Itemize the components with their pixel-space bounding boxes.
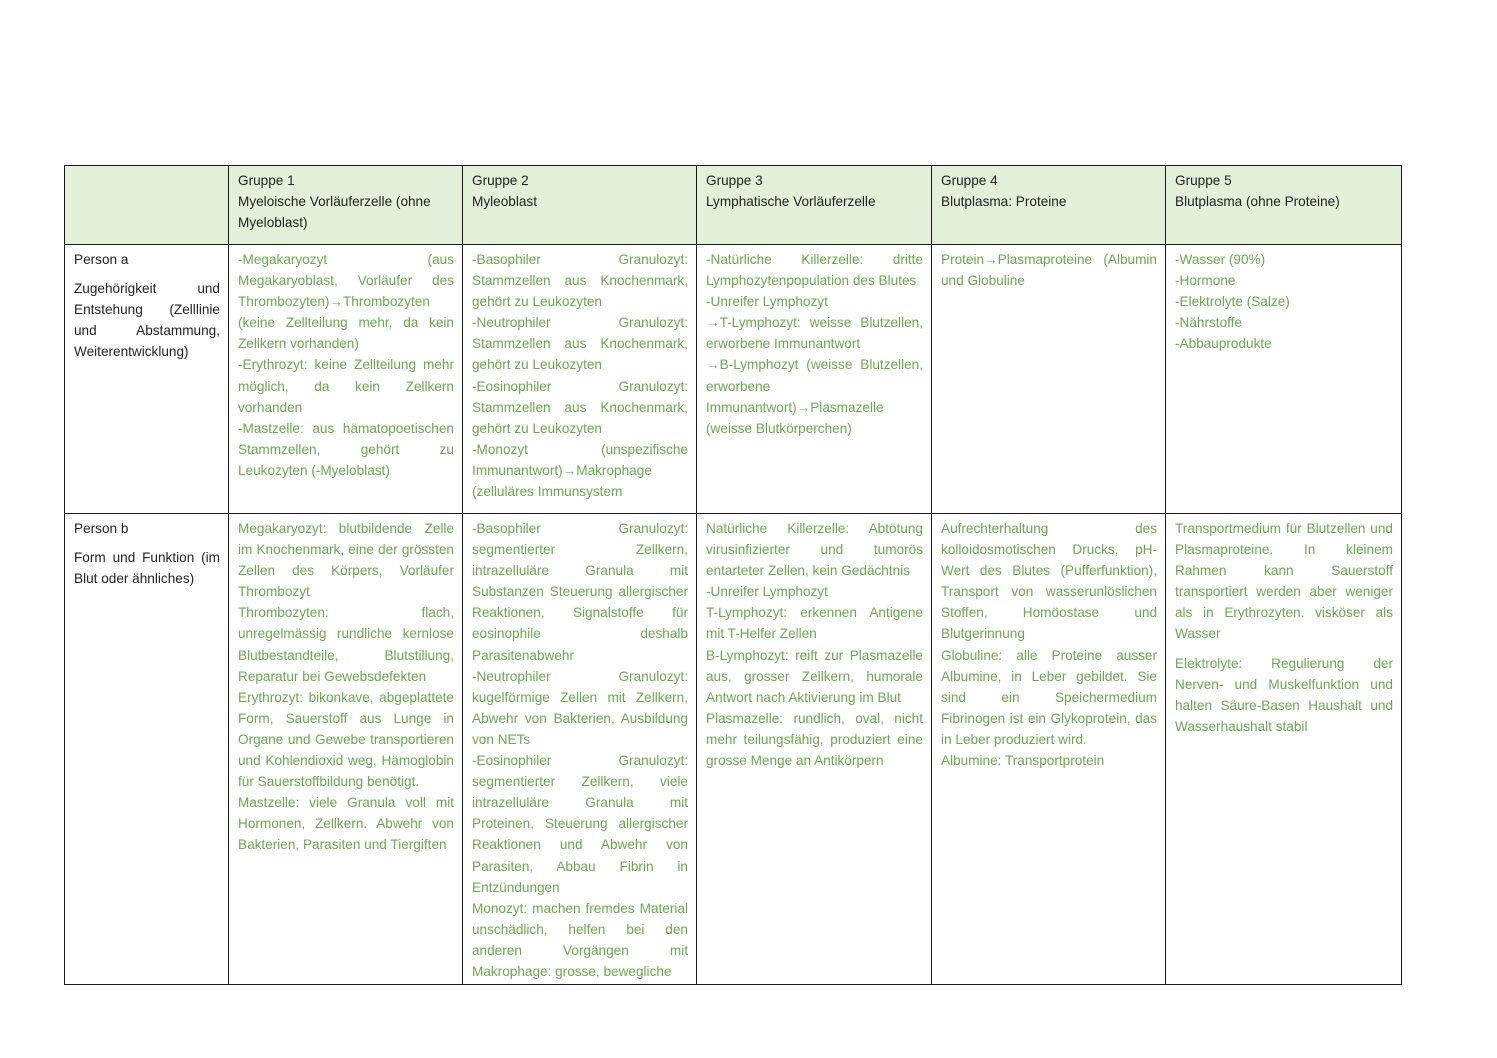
header-cell-gruppe-3 <box>697 166 932 245</box>
cell-paragraph: -Eosinophiler Granulozyt: Stammzellen aus Knochenmark, gehört zu Leukozyten <box>472 378 688 436</box>
cell-paragraph: -Eosinophiler Granulozyt: segmentierter Zellkern, viele intrazelluläre Granula mit Proteinen, Steuerung allergischer Reaktionen und Abwehr von Parasiten, Abbau Fibrin in Entzündungen <box>472 753 688 895</box>
group-title: Myleoblast <box>472 194 537 210</box>
cell-paragraph: Erythrozyt: bikonkave, abgeplattete Form, Sauerstoff aus Lunge in Organe und Gewebe transportieren und Kohlendioxid weg, Hämoglobin für Sauerstoffbildung benötigt. <box>238 689 454 790</box>
table-row-person-a <box>65 245 1402 514</box>
cell-paragraph: -Basophiler Granulozyt: segmentierter Zellkern, intrazelluläre Granula mit Substanzen Steuerung allergischer Reaktionen, Signalstoffe für eosinophile deshalb Parasitenabwehr <box>472 521 688 663</box>
cell-paragraph: Albumine: Transportprotein <box>941 753 1105 769</box>
header-row <box>65 166 1402 245</box>
content-cell-gruppe-1 <box>229 245 463 514</box>
group-title: Blutplasma: Proteine <box>941 194 1067 210</box>
cell-paragraph: Aufrechterhaltung des kolloidosmotischen Drucks, pH-Wert des Blutes (Pufferfunktion), Transport von wasserunlöslichen Stoffen, Homöostase und Blutgerinnung <box>941 521 1157 642</box>
row-label-cell <box>65 514 229 985</box>
cell-paragraph: -Hormone <box>1175 273 1236 289</box>
header-cell-gruppe-4 <box>932 166 1166 245</box>
content-cell-gruppe-3 <box>697 245 932 514</box>
content-cell-gruppe-5 <box>1166 514 1402 985</box>
cell-paragraph: Megakaryozyt: blutbildende Zelle im Knochenmark, eine der grössten Zellen des Körpers, Vorläufer Thrombozyt <box>238 521 454 600</box>
cell-paragraph: -Basophiler Granulozyt: Stammzellen aus Knochenmark, gehört zu Leukozyten <box>472 252 688 310</box>
group-label: Gruppe 5 <box>1175 173 1232 188</box>
cell-paragraph: →B-Lymphozyt (weisse Blutzellen, erworbene Immunantwort)→Plasmazelle (weisse Blutkörperchen) <box>706 357 923 436</box>
cell-paragraph: -Natürliche Killerzelle: dritte Lymphozytenpopulation des Blutes <box>706 252 923 289</box>
group-label: Gruppe 3 <box>706 173 763 188</box>
cell-paragraph: Thrombozyten: flach, unregelmässig rundliche kernlose Blutbestandteile, Blutstillung, Reparatur bei Gewebsdefekten <box>238 605 454 684</box>
group-label: Gruppe 2 <box>472 173 529 188</box>
group-title: Myeloische Vorläuferzelle (ohne Myeloblast) <box>238 194 431 231</box>
cell-paragraph: -Neutrophiler Granulozyt: Stammzellen aus Knochenmark, gehört zu Leukozyten <box>472 315 688 373</box>
content-cell-gruppe-2 <box>463 514 697 985</box>
cell-paragraph: -Wasser (90%) <box>1175 252 1266 267</box>
topic-label: Form und Funktion (im Blut oder ähnliches) <box>74 550 220 587</box>
cell-paragraph: -Monozyt (unspezifische Immunantwort)→Makrophage (zelluläres Immunsystem <box>472 441 688 500</box>
group-title: Blutplasma (ohne Proteine) <box>1175 194 1340 210</box>
cell-paragraph: Mastzelle: viele Granula voll mit Hormonen, Zellkern. Abwehr von Bakterien, Parasiten und Tiergiften <box>238 795 454 853</box>
cell-paragraph: -Elektrolyte (Salze) <box>1175 294 1290 310</box>
cell-paragraph: →T-Lymphozyt: weisse Blutzellen, erworbene Immunantwort <box>706 315 923 352</box>
person-label: Person b <box>74 521 129 536</box>
row-label-cell <box>65 245 229 514</box>
content-cell-gruppe-3 <box>697 514 932 985</box>
content-cell-gruppe-4 <box>932 245 1166 514</box>
cell-paragraph: -Mastzelle: aus hämatopoetischen Stammzellen, gehört zu Leukozyten (-Myeloblast) <box>238 420 454 478</box>
cell-paragraph: Plasmazelle: rundlich, oval, nicht mehr teilungsfähig, produziert eine grosse Menge an Antikörpern <box>706 710 923 769</box>
person-label: Person a <box>74 252 129 267</box>
cell-paragraph: T-Lymphozyt: erkennen Antigene mit T-Helfer Zellen <box>706 605 923 642</box>
cell-paragraph: -Unreifer Lymphozyt <box>706 294 828 310</box>
header-cell-gruppe-2 <box>463 166 697 245</box>
cell-paragraph: Transportmedium für Blutzellen und Plasmaproteine. In kleinem Rahmen kann Sauerstoff transportiert werden aber weniger als in Erythrozyten. visköser als Wasser <box>1175 521 1393 642</box>
data-table <box>64 165 1402 985</box>
cell-paragraph: -Abbauprodukte <box>1175 336 1272 352</box>
cell-paragraph: Protein→Plasmaproteine (Albumin und Globuline <box>941 252 1157 289</box>
content-cell-gruppe-2 <box>463 245 697 514</box>
group-label: Gruppe 1 <box>238 173 295 188</box>
header-cell-gruppe-5 <box>1166 166 1402 245</box>
cell-paragraph: Globuline: alle Proteine ausser Albumine, in Leber gebildet. Sie sind ein Speichermedium Fibrinogen ist ein Glykoprotein, das in Leber produziert wird. <box>941 647 1157 747</box>
topic-label: Zugehörigkeit und Entstehung (Zelllinie und Abstammung, Weiterentwicklung) <box>74 281 220 360</box>
content-cell-gruppe-5 <box>1166 245 1402 514</box>
cell-paragraph: Monozyt: machen fremdes Material unschädlich, helfen bei den anderen Vorgängen mit Makrophage: grosse, bewegliche <box>472 900 688 979</box>
cell-paragraph: -Megakaryozyt (aus Megakaryoblast, Vorläufer des Thrombozyten)→Thrombozyten (keine Zellteilung mehr, da kein Zellkern vorhanden) <box>238 252 454 352</box>
content-cell-gruppe-4 <box>932 514 1166 985</box>
content-cell-gruppe-1 <box>229 514 463 985</box>
group-title: Lymphatische Vorläuferzelle <box>706 194 876 210</box>
table-row-person-b <box>65 514 1402 985</box>
cell-paragraph: B-Lymphozyt: reift zur Plasmazelle aus, grosser Zellkern, humorale Antwort nach Aktivierung im Blut <box>706 647 923 705</box>
cell-paragraph: Natürliche Killerzelle: Abtötung virusinfizierter und tumorös entarteter Zellen, kein Gedächtnis <box>706 521 923 579</box>
header-corner-cell <box>65 166 229 245</box>
group-label: Gruppe 4 <box>941 173 998 188</box>
cell-paragraph: Elektrolyte: Regulierung der Nerven- und Muskelfunktion und halten Säure-Basen Haushalt und Wasserhaushalt stabil <box>1175 655 1393 734</box>
cell-paragraph: -Unreifer Lymphozyt <box>706 584 828 600</box>
header-cell-gruppe-1 <box>229 166 463 245</box>
cell-paragraph: -Neutrophiler Granulozyt: kugelförmige Zellen mit Zellkern, Abwehr von Bakterien, Ausbildung von NETs <box>472 668 688 747</box>
cell-paragraph: -Nährstoffe <box>1175 315 1242 331</box>
cell-paragraph: -Erythrozyt: keine Zellteilung mehr möglich, da kein Zellkern vorhanden <box>238 357 454 415</box>
